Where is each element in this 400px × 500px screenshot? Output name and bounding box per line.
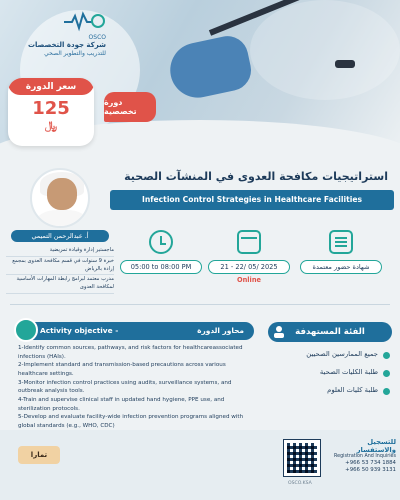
social-handle: OSCO.KSA — [288, 481, 312, 486]
price-label: سعر الدورة — [8, 78, 94, 95]
time-info — [120, 230, 202, 274]
instructor-body-shape — [36, 210, 88, 228]
brand-logo — [14, 10, 106, 57]
objective-item: 4-Train and supervise clinical staff in updated hand hygiene, PPE use, and sterilization protocols. — [18, 396, 225, 412]
section-divider — [10, 304, 390, 305]
tamara-payment-logo: تمارا — [18, 446, 60, 464]
instructor-face-shape — [47, 178, 77, 210]
audience-item: طلبة كليات العلوم — [268, 386, 390, 394]
objectives-heading — [18, 322, 254, 340]
phone-number-2[interactable]: +966 50 939 3131 — [345, 467, 396, 473]
course-title-arabic: استراتيجيات مكافحة العدوى في المنشآت الصحية — [124, 170, 388, 183]
brand-name-line2: للتدريب والتطوير الصحي — [44, 49, 106, 57]
sprayer-nozzle-image — [335, 60, 355, 68]
logo-abbr: OSCO — [88, 34, 106, 41]
contact-block — [326, 438, 396, 473]
audience-item: جميع الممارسين الصحيين — [268, 350, 390, 358]
price-card — [8, 78, 94, 146]
time-value: 05:00 to 08:00 PM — [120, 260, 202, 274]
objectives-list — [18, 344, 254, 431]
course-type-label: دورة تخصصية — [104, 98, 137, 116]
delivery-mode: Online — [237, 276, 261, 284]
audience-list — [268, 350, 390, 404]
qr-code[interactable] — [284, 440, 320, 476]
brand-name-line1: شركة جودة التخصصات — [28, 41, 106, 49]
objective-item: 2-Implement standard and transmission-based precautions across various healthcare settings. — [18, 362, 226, 377]
certificate-info — [300, 230, 382, 274]
riyal-icon: ﷼ — [44, 119, 58, 132]
certificate-icon — [329, 230, 353, 254]
instructor-name: أ. عبدالرحمن التميمي — [11, 230, 109, 242]
instructor-bio-item: مدرب معتمد لبرامج رابطة المهارات الأساسية لمكافحة العدوى — [6, 275, 114, 294]
date-info — [208, 230, 290, 284]
contact-title: للتسجيل والاستفسار — [356, 438, 396, 454]
people-icon — [14, 318, 38, 342]
alarm-clock-icon — [149, 230, 173, 254]
objectives-heading-en: Activity objective - — [40, 326, 119, 335]
group-icon — [272, 325, 286, 339]
audience-item: طلبة الكليات الصحية — [268, 368, 390, 376]
objective-item: 5-Develop and evaluate facility-wide infection prevention programs aligned with global standards (e.g., WHO, CDC) — [18, 414, 244, 429]
contact-subtitle: Registration And Inquiries — [334, 454, 396, 459]
pulse-logo-icon — [62, 10, 106, 32]
audience-heading: الفئة المستهدفة — [268, 322, 392, 342]
instructor-card — [6, 168, 114, 294]
price-value: 125 — [32, 98, 70, 119]
calendar-icon — [237, 230, 261, 254]
objective-item: 3-Monitor infection control practices using audits, surveillance systems, and outbreak analysis tools. — [18, 379, 232, 395]
instructor-bio-list — [6, 246, 114, 294]
course-type-badge — [104, 92, 156, 122]
objectives-heading-ar: محاور الدورة — [197, 326, 244, 335]
instructor-bio-item: خبرة 9 سنوات في قسم مكافحة العدوى بمجمع إرادة بالرياض — [6, 257, 114, 276]
instructor-avatar — [30, 168, 90, 228]
certificate-label: شهادة حضور معتمدة — [300, 260, 382, 274]
instructor-bio-item: ماجستير إدارة وقيادة تمريضية — [6, 246, 114, 257]
course-title-english: Infection Control Strategies in Healthcare Facilities — [110, 190, 394, 210]
hero-light-blob-2 — [250, 0, 400, 100]
sprayer-glove-image — [165, 32, 255, 102]
phone-number-1[interactable]: +966 53 734 1884 — [345, 460, 396, 466]
date-value: 21 - 22/ 05/ 2025 — [208, 260, 290, 274]
objective-item: 1-Identify common sources, pathways, and risk factors for healthcareassociated infections (HAIs). — [18, 345, 243, 360]
